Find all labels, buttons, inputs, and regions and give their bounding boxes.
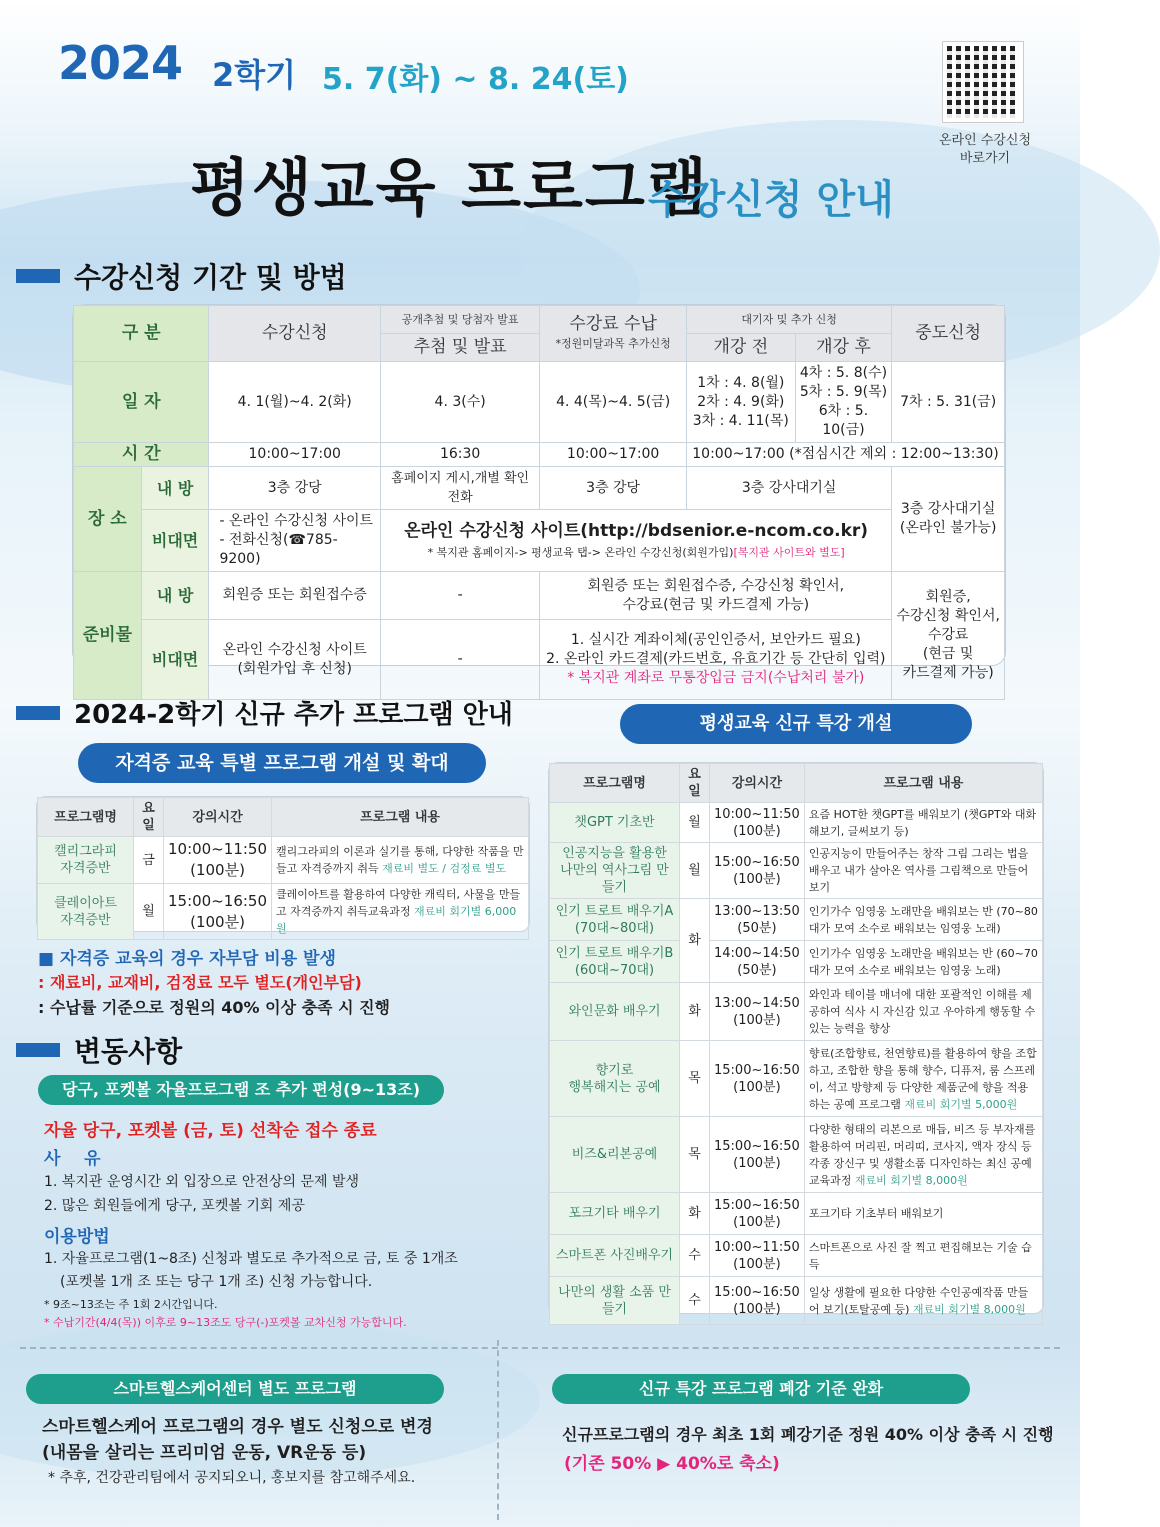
program-desc xyxy=(804,1193,1042,1235)
place-cell: 3층 강당 xyxy=(540,467,687,510)
header-text: 추첨 및 발표 xyxy=(413,336,507,357)
healthcare-text: 스마트헬스케어 프로그램의 경우 별도 신청으로 변경 xyxy=(42,1417,433,1437)
program-name-line: 챗GPT 기초반 xyxy=(574,815,655,830)
section-title: 변동사항 xyxy=(74,1035,183,1068)
time-cell: 10:00~17:00 (*점심시간 제외 : 12:00~13:30) xyxy=(686,443,1004,467)
program-name-line: 와인문화 배우기 xyxy=(568,1004,661,1019)
date-cell: 4. 1(월)~4. 2(화) xyxy=(209,362,381,443)
time-line: 15:00~16:50 xyxy=(714,854,800,870)
time-line: (100분) xyxy=(733,1214,781,1230)
prep-line: 2. 온라인 카드결제(카드번호, 유효기간 등 간단히 입력) xyxy=(546,651,886,667)
program-time xyxy=(710,843,805,899)
column-header: 프로그램명 xyxy=(38,798,134,837)
time-line: (50분) xyxy=(737,962,777,978)
section-heading xyxy=(16,256,347,296)
time-line: (100분) xyxy=(733,1256,781,1272)
closing-criteria-pill: 신규 특강 프로그램 폐강 기준 완화 xyxy=(552,1374,970,1404)
reason-item: 1. 복지관 운영시간 외 입장으로 안전상의 문제 발생 xyxy=(44,1174,359,1190)
time-cell: 16:30 xyxy=(380,443,539,467)
usage-item: 1. 자율프로그램(1~8조) 신청과 별도로 추가적으로 금, 토 중 1개조 xyxy=(44,1251,458,1267)
qr-code-icon[interactable] xyxy=(943,42,1023,122)
healthcare-text: (내몸을 살리는 프리미엄 운동, VR운동 등) xyxy=(42,1443,367,1463)
prep-line: 수강료 xyxy=(927,627,969,643)
program-name-line: 자격증반 xyxy=(60,912,111,928)
special-lecture-pill: 평생교육 신규 특강 개설 xyxy=(620,704,972,744)
program-desc xyxy=(804,1117,1042,1193)
special-lecture-table xyxy=(548,762,1044,1317)
header-text: 중도신청 xyxy=(915,322,981,343)
closing-criteria-text: 신규프로그램의 경우 최초 1회 폐강기준 정원 40% 이상 충족 시 진행 xyxy=(562,1425,1054,1444)
program-desc xyxy=(804,843,1042,899)
program-time xyxy=(710,899,805,941)
program-time xyxy=(710,1193,805,1235)
header-text: 개강 후 xyxy=(816,336,871,357)
date-line: 6차 : 5. 10(금) xyxy=(818,403,869,438)
time-line: (100분) xyxy=(733,823,781,839)
semester-label: 2학기 xyxy=(212,56,297,94)
program-desc xyxy=(272,884,529,940)
time-line: 13:00~13:50 xyxy=(714,903,800,919)
fee-text: 재료비 별도 / 검정료 별도 xyxy=(382,862,507,875)
qr-caption xyxy=(920,132,1050,168)
place-line: (온라인 불가능) xyxy=(899,520,997,536)
page-subtitle: 수강신청 안내 xyxy=(648,177,894,223)
online-site-link[interactable]: 온라인 수강신청 사이트(http://bdsenior.e-ncom.co.kr) xyxy=(404,521,869,541)
program-desc xyxy=(804,1277,1042,1325)
program-name xyxy=(550,1235,680,1277)
desc-text: 인기가수 임영웅 노래만을 배워보는 반 (60~70대가 모여 소수로 배워보는 임영웅 노래) xyxy=(808,946,1038,977)
date-cell: 7차 : 5. 31(금) xyxy=(892,362,1005,443)
program-name-line: 인기 트로트 배우기B xyxy=(555,945,674,961)
header-text: 수강신청 xyxy=(261,322,328,343)
program-time xyxy=(164,837,272,884)
program-name-line: 향기로 xyxy=(595,1062,634,1078)
date-cell: 4. 3(수) xyxy=(380,362,539,443)
healthcare-note: * 추후, 건강관리팀에서 공지되오니, 홍보지를 참고해주세요. xyxy=(48,1470,416,1486)
prep-cell xyxy=(540,620,892,700)
time-line: 14:00~14:50 xyxy=(714,945,800,961)
program-desc xyxy=(272,837,529,884)
page-title: 평생교육 프로그램 xyxy=(190,151,709,224)
column-header: 프로그램명 xyxy=(550,764,680,803)
place-line: - 전화신청(☎785-9200) xyxy=(219,532,338,567)
header-payment xyxy=(540,306,687,362)
program-time xyxy=(710,1277,805,1325)
header-text: 수강료 수납 xyxy=(569,313,657,334)
section-title: 수강신청 기간 및 방법 xyxy=(74,261,347,294)
header-waitlist-top xyxy=(686,306,891,334)
date-cell xyxy=(795,362,892,443)
time-line: (50분) xyxy=(737,920,777,936)
program-day: 화 xyxy=(680,899,710,983)
desc-text: 향료(조합향료, 천연향료)를 활용하여 향을 조합하고, 조합한 향을 통해 향수, 디퓨저, 룸 스프레이, 석고 방향제 등 다양한 제품군에 향을 적용하는 공예 프로그램 xyxy=(808,1046,1037,1111)
program-name xyxy=(550,1117,680,1193)
header-text: 대기자 및 추가 신청 xyxy=(741,313,837,326)
section-heading xyxy=(16,1030,182,1070)
section-heading xyxy=(16,694,513,731)
table-row xyxy=(550,1193,1043,1235)
time-line: 15:00~16:50 xyxy=(714,1197,800,1213)
column-header: 프로그램 내용 xyxy=(804,764,1042,803)
desc-text: 다양한 형태의 리본으로 매듭, 비즈 등 부자재를 활용하여 머리핀, 머리띠, 코사지, 액자 장식 등 각종 장신구 및 생활소품 디자인하는 최신 공예 교육과정 xyxy=(808,1122,1036,1187)
program-day: 화 xyxy=(680,1193,710,1235)
row-place-label: 장 소 xyxy=(74,467,142,572)
prep-line: (회원가입 후 신청) xyxy=(237,660,352,677)
date-line: 1차 : 4. 8(월) xyxy=(697,374,785,391)
program-name-line: (70대~80대) xyxy=(574,920,655,936)
usage-label: 이용방법 xyxy=(44,1227,110,1247)
time-line: (100분) xyxy=(733,1079,781,1095)
place-cell xyxy=(209,510,381,572)
header-category: 구 분 xyxy=(74,306,209,362)
place-line: - 온라인 수강신청 사이트 xyxy=(219,513,374,529)
date-line: 3차 : 4. 11(목) xyxy=(692,412,789,429)
prep-warning: * 복지관 계좌로 무통장입금 금지(수납처리 불가) xyxy=(567,670,865,686)
prep-line: 수강료(현금 및 카드결제 가능) xyxy=(622,596,810,613)
program-desc xyxy=(804,941,1042,983)
fee-text: 재료비 회기별 8,000원 xyxy=(854,1173,968,1187)
program-time xyxy=(710,983,805,1041)
time-line: 13:00~14:50 xyxy=(714,995,800,1011)
program-day: 수 xyxy=(680,1277,710,1325)
prep-cell xyxy=(540,572,892,620)
row-time-label: 시 간 xyxy=(74,443,209,467)
prep-cell: 회원증 또는 회원접수증 xyxy=(209,572,381,620)
fee-text: 재료비 회기별 8,000원 xyxy=(912,1302,1026,1316)
prep-line: 회원증, xyxy=(925,589,971,605)
program-name xyxy=(38,884,134,940)
program-time xyxy=(710,1041,805,1117)
program-name-line: 나만의 생활 소품 만들기 xyxy=(558,1284,671,1317)
program-name xyxy=(550,1041,680,1117)
time-line: (100분) xyxy=(733,871,781,887)
desc-text: 와인과 테이블 매너에 대한 포괄적인 이해를 제공하여 식사 시 자신감 있고 우아하게 행동할 수 있는 능력을 향상 xyxy=(808,988,1036,1035)
desc-text: 스마트폰으로 사진 잘 찍고 편집해보는 기술 습득 xyxy=(808,1240,1032,1271)
place-cell xyxy=(380,510,891,572)
usage-item: (포켓볼 1개 조 또는 당구 1개 조) 신청 가능합니다. xyxy=(60,1274,373,1290)
program-name xyxy=(550,941,680,983)
header-before-start xyxy=(686,334,795,362)
desc-text: 인기가수 임영웅 노래만을 배워보는 반 (70~80대가 모여 소수로 배워보는 임영웅 노래) xyxy=(808,904,1038,935)
reason-label: 사 유 xyxy=(44,1149,101,1169)
table-row xyxy=(550,843,1043,899)
semester-dates: 5. 7(화) ~ 8. 24(토) xyxy=(322,62,629,97)
program-name-line: 비즈&리본공예 xyxy=(571,1147,658,1162)
time-line: (100분) xyxy=(733,1301,781,1317)
program-name-line: 스마트폰 사진배우기 xyxy=(555,1248,674,1263)
header-text: 개강 전 xyxy=(713,336,769,357)
program-name xyxy=(550,983,680,1041)
program-day: 금 xyxy=(134,837,164,884)
table-row xyxy=(550,1041,1043,1117)
time-line: 10:00~11:50 xyxy=(714,806,800,822)
registration-table xyxy=(72,304,1006,686)
fee-text: 재료비 회기별 6,000원 xyxy=(276,905,517,935)
header-lottery xyxy=(380,334,539,362)
header-after-start xyxy=(795,334,892,362)
program-day: 월 xyxy=(680,803,710,843)
table-row xyxy=(550,941,1043,983)
program-name xyxy=(550,843,680,899)
desc-text: 요즘 HOT한 챗GPT를 배워보기 (챗GPT와 대화해보기, 글써보기 등) xyxy=(808,807,1037,838)
program-day: 수 xyxy=(680,1235,710,1277)
section-bar xyxy=(16,706,60,720)
visit-label: 내 방 xyxy=(141,572,209,620)
program-name xyxy=(38,837,134,884)
footnote: * 수납기간(4/4(목)) 이후로 9~13조도 당구(-)포켓볼 교차신청 가능합니다. xyxy=(44,1316,407,1329)
program-time xyxy=(710,1235,805,1277)
reason-list xyxy=(44,1170,359,1218)
date-line: 4차 : 5. 8(수) xyxy=(799,365,888,381)
prep-line: 수강신청 확인서, xyxy=(896,608,1000,624)
prep-line: 카드결제 가능) xyxy=(902,665,994,681)
qr-caption-line: 바로가기 xyxy=(959,151,1011,166)
cost-note: : 재료비, 교재비, 검정료 모두 별도(개인부담) xyxy=(38,973,362,992)
divider xyxy=(497,1340,499,1520)
time-line: (100분) xyxy=(190,912,245,931)
row-prep-label: 준비물 xyxy=(74,572,142,700)
prep-line: 1. 실시간 계좌이체(공인인증서, 보안카드 필요) xyxy=(570,632,861,648)
table-row xyxy=(38,884,529,940)
column-header: 강의시간 xyxy=(164,798,272,837)
desc-text: 포크기타 기초부터 배워보기 xyxy=(808,1207,944,1220)
date-line: 5차 : 5. 9(목) xyxy=(799,384,888,400)
time-line: 15:00~16:50 xyxy=(168,891,268,910)
time-line: (100분) xyxy=(190,861,245,879)
row-date-label: 일 자 xyxy=(74,362,209,443)
footnote: * 9조~13조는 주 1회 2시간입니다. xyxy=(44,1298,218,1311)
table-row xyxy=(550,1117,1043,1193)
time-line: (100분) xyxy=(733,1012,781,1028)
program-day: 목 xyxy=(680,1041,710,1117)
program-desc xyxy=(804,899,1042,941)
prep-line: 온라인 수강신청 사이트 xyxy=(222,641,367,658)
certificate-table xyxy=(36,796,530,935)
program-name-line: 포크기타 배우기 xyxy=(568,1206,661,1221)
time-line: 15:00~16:50 xyxy=(714,1138,800,1154)
column-header: 요일 xyxy=(680,764,710,803)
program-time xyxy=(710,941,805,983)
program-day: 월 xyxy=(134,884,164,940)
program-name xyxy=(550,1193,680,1235)
prep-cell: - xyxy=(380,572,539,620)
time-line: 10:00~11:50 xyxy=(714,1239,800,1255)
place-note: * 복지관 홈페이지-> 평생교육 탭-> 온라인 수강신청(회원가입) xyxy=(427,546,734,559)
column-header: 강의시간 xyxy=(710,764,805,803)
desc-text: 클레이아트를 활용하여 다양한 캐릭터, 사물을 만들고 자격증까지 취득교육과정 xyxy=(276,888,521,918)
cost-note: : 수납률 기준으로 정원의 40% 이상 충족 시 진행 xyxy=(38,998,391,1017)
prep-line: 회원증 또는 회원접수증, 수강신청 확인서, xyxy=(587,577,845,594)
date-line: 2차 : 4. 9(화) xyxy=(697,393,785,410)
program-name-line: (60대~70대) xyxy=(574,962,655,978)
reason-item: 2. 많은 회원들에게 당구, 포켓볼 기회 제공 xyxy=(44,1198,305,1214)
header-lottery-top xyxy=(380,306,539,334)
program-day: 목 xyxy=(680,1117,710,1193)
time-line: 15:00~16:50 xyxy=(714,1284,800,1300)
prep-line: (현금 및 xyxy=(922,646,974,662)
time-cell: 10:00~17:00 xyxy=(540,443,687,467)
program-name-line: 나만의 역사그림 만들기 xyxy=(560,863,669,895)
place-cell: 3층 강사대기실 xyxy=(686,467,891,510)
program-name-line: 인기 트로트 배우기A xyxy=(555,903,674,919)
time-line: 15:00~16:50 xyxy=(714,1062,800,1078)
table-row xyxy=(550,1235,1043,1277)
program-name-line: 인공지능을 활용한 xyxy=(562,846,667,861)
program-name-line: 자격증반 xyxy=(60,861,111,876)
program-name xyxy=(550,1277,680,1325)
place-cell: 3층 강당 xyxy=(209,467,381,510)
table-row xyxy=(550,1277,1043,1325)
section-title: 2024-2학기 신규 추가 프로그램 안내 xyxy=(74,700,513,730)
prep-cell: - xyxy=(380,620,539,700)
healthcare-pill: 스마트헬스케어센터 별도 프로그램 xyxy=(26,1374,444,1404)
program-name-line: 행복해지는 공예 xyxy=(568,1079,661,1095)
program-desc xyxy=(804,1235,1042,1277)
desc-text: 캘리그라피의 이론과 실기를 통해, 다양한 작품을 만들고 자격증까지 취득 xyxy=(276,845,524,875)
header-text: 공개추첨 및 당첨자 발표 xyxy=(401,313,519,326)
table-row xyxy=(38,837,529,884)
table-row xyxy=(550,983,1043,1041)
closing-criteria-highlight: (기존 50% ▶ 40%로 축소) xyxy=(564,1454,780,1474)
time-line: 10:00~11:50 xyxy=(168,840,268,858)
billiards-headline: 자율 당구, 포켓볼 (금, 토) 선착순 접수 종료 xyxy=(44,1121,377,1141)
fee-text: 재료비 회기별 5,000원 xyxy=(904,1097,1018,1111)
program-day: 화 xyxy=(680,983,710,1041)
program-name-line: 캘리그라피 xyxy=(54,844,117,859)
section-bar xyxy=(16,1043,60,1057)
time-cell: 10:00~17:00 xyxy=(209,443,381,467)
prep-cell xyxy=(892,572,1005,700)
qr-caption-line: 온라인 수강신청 xyxy=(938,133,1032,148)
column-header: 요일 xyxy=(134,798,164,837)
table-row xyxy=(550,899,1043,941)
header-note: *정원미달과목 추가신청 xyxy=(555,336,671,350)
time-line: (100분) xyxy=(733,1155,781,1171)
header-midterm xyxy=(892,306,1005,362)
desc-text: 일상 생활에 필요한 다양한 수인공예작품 만들어 보기(토탈공예 등) xyxy=(808,1285,1029,1316)
header-registration xyxy=(209,306,381,362)
cost-note: ■ 자격증 교육의 경우 자부담 비용 발생 xyxy=(38,949,336,969)
table-row xyxy=(550,803,1043,843)
date-cell: 4. 4(목)~4. 5(금) xyxy=(540,362,687,443)
place-cell xyxy=(892,467,1005,572)
certificate-pill: 자격증 교육 특별 프로그램 개설 및 확대 xyxy=(78,743,486,783)
program-time xyxy=(710,1117,805,1193)
program-name-line: 클레이아트 xyxy=(54,895,117,911)
usage-list xyxy=(44,1248,458,1294)
visit-label: 내 방 xyxy=(141,467,209,510)
place-note-highlight: [복지관 사이트와 별도] xyxy=(733,546,845,559)
column-header: 프로그램 내용 xyxy=(272,798,529,837)
program-time xyxy=(164,884,272,940)
program-desc xyxy=(804,983,1042,1041)
program-name xyxy=(550,803,680,843)
place-line: 3층 강사대기실 xyxy=(900,501,996,517)
nonvisit-label: 비대면 xyxy=(141,620,209,700)
place-cell: 홈페이지 게시,개별 확인전화 xyxy=(380,467,539,510)
divider xyxy=(20,1347,1060,1349)
program-name xyxy=(550,899,680,941)
nonvisit-label: 비대면 xyxy=(141,510,209,572)
usage-footnotes xyxy=(44,1296,407,1332)
year-logo: 2024 xyxy=(58,36,183,90)
billiards-pill: 당구, 포켓볼 자율프로그램 조 추가 편성(9~13조) xyxy=(38,1075,444,1105)
desc-text: 인공지능이 만들어주는 창작 그림 그리는 법을 배우고 내가 살아온 역사를 그림책으로 만들어보기 xyxy=(808,847,1029,894)
program-day: 월 xyxy=(680,843,710,899)
program-time xyxy=(710,803,805,843)
program-desc xyxy=(804,803,1042,843)
prep-cell xyxy=(209,620,381,700)
date-cell xyxy=(686,362,795,443)
program-desc xyxy=(804,1041,1042,1117)
section-bar xyxy=(16,269,60,283)
